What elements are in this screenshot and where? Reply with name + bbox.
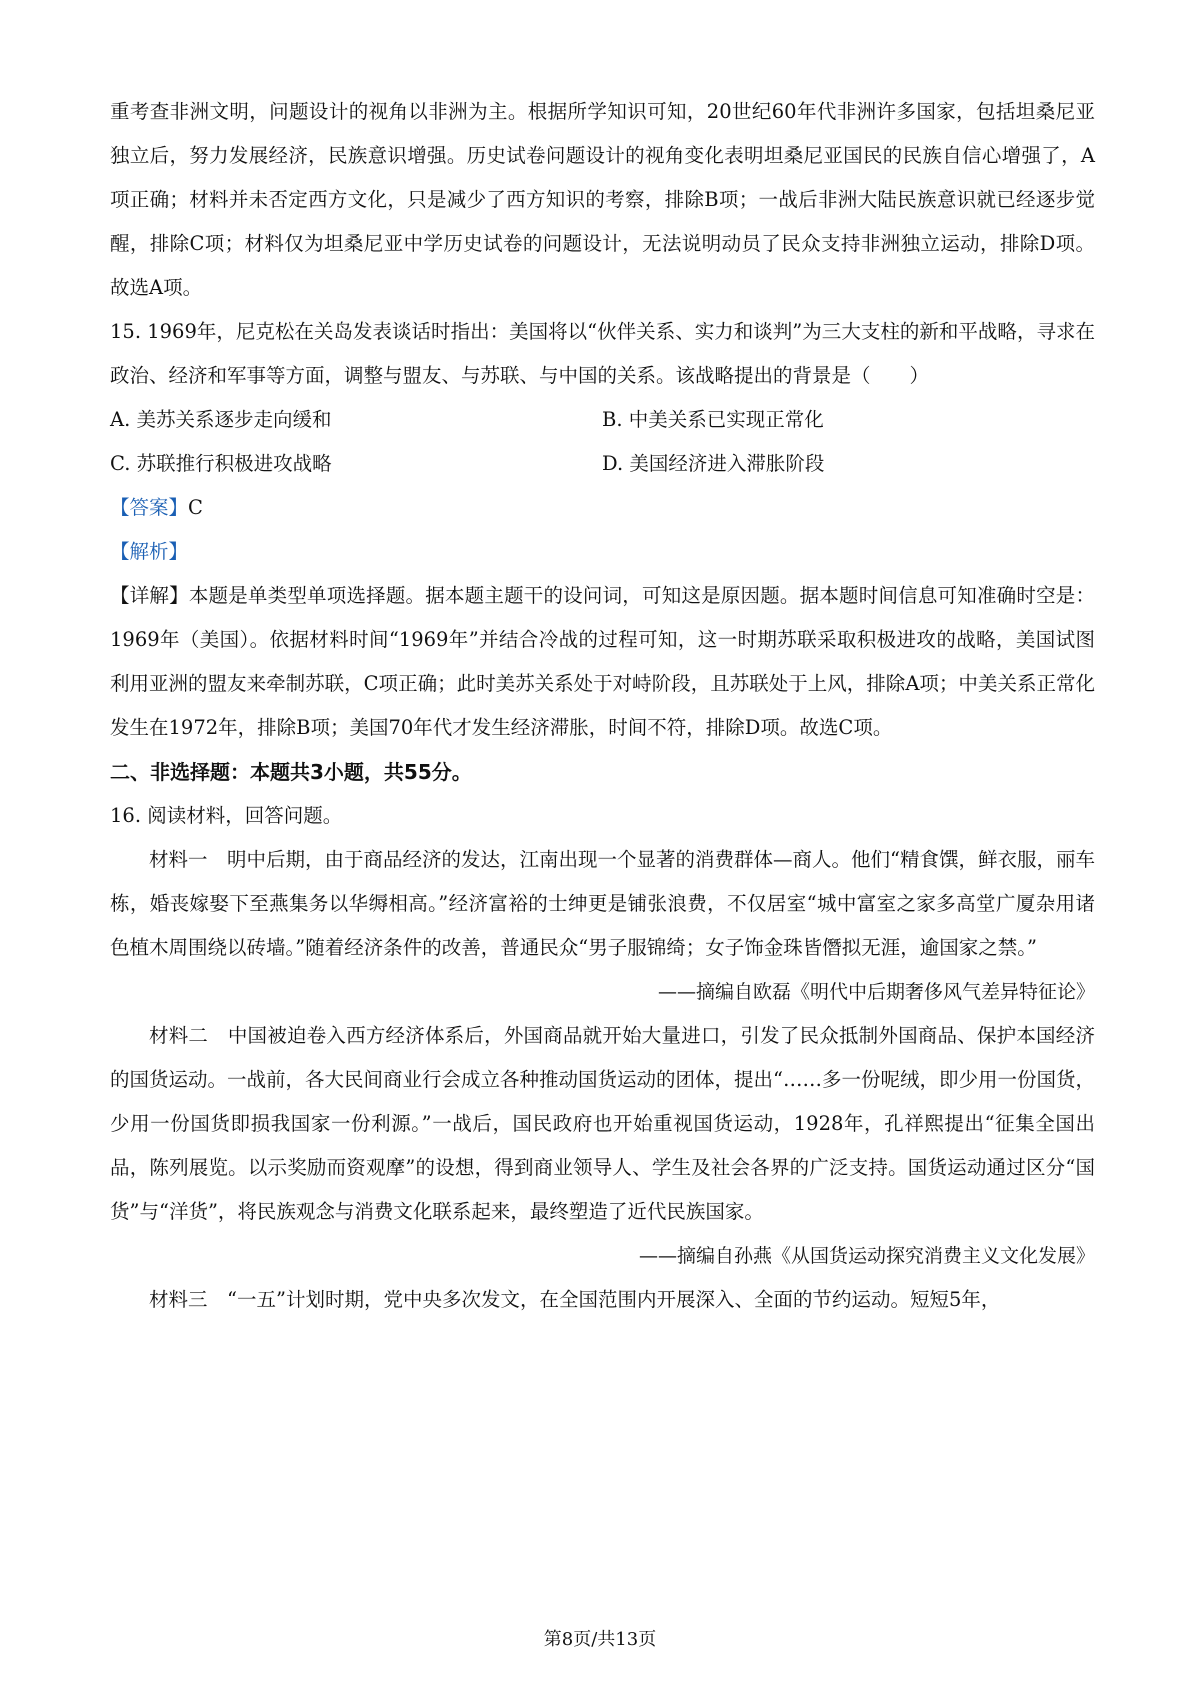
q15-analysis-label: 【解析】 (110, 540, 189, 563)
q15-detail: 【详解】本题是单类型单项选择题。据本题主题干的设问词，可知这是原因题。据本题时间信息可知准确时空是：1969年（美国）。依据材料时间“1969年”并结合冷战的过程可知，这一时期苏联采取积极进攻的战略，美国试图利用亚洲的盟友来牵制苏联，C项正确；此时美苏关系处于对峙阶段，且苏联处于上风，排除A项；中美关系正常化发生在1972年，排除B项；美国70年代才发生经济滞胀，时间不符，排除D项。故选C项。 (110, 584, 1095, 739)
answer-value: C (188, 496, 203, 519)
q16-source-2: ——摘编自孙燕《从国货运动探究消费主义文化发展》 (638, 1245, 1095, 1267)
section-2-title: 二、非选择题：本题共3小题，共55分。 (110, 760, 472, 784)
q15-option-a: A. 美苏关系逐步走向缓和 (110, 408, 332, 431)
q16-source-1: ——摘编自欧磊《明代中后期奢侈风气差异特征论》 (657, 981, 1095, 1003)
q15-answer (110, 486, 1095, 530)
q16-material-1: 材料一 明中后期，由于商品经济的发达，江南出现一个显著的消费群体—商人。他们“精食馔，鲜衣服，丽车栋，婚丧嫁娶下至燕集务以华缛相高。”经济富裕的士绅更是铺张浪费，不仅居室“城中富室之家多高堂广厦杂用诸色植木周围绕以砖墙。”随着经济条件的改善，普通民众“男子服锦绮；女子饰金珠皆僭拟无涯，逾国家之禁。” (110, 848, 1095, 959)
document-page (110, 90, 1095, 1322)
q15-options (110, 398, 1095, 486)
q15-option-d: D. 美国经济进入滞胀阶段 (602, 452, 825, 475)
q15-option-c: C. 苏联推行积极进攻战略 (110, 452, 332, 475)
q15-option-b: B. 中美关系已实现正常化 (602, 408, 824, 431)
page-footer: 第8页/共13页 (543, 1629, 657, 1650)
answer-label: 【答案】 (110, 496, 189, 519)
q16-material-3: 材料三 “一五”计划时期，党中央多次发文，在全国范围内开展深入、全面的节约运动。短短5年， (149, 1288, 1001, 1311)
q16-material-2: 材料二 中国被迫卷入西方经济体系后，外国商品就开始大量进口，引发了民众抵制外国商品、保护本国经济的国货运动。一战前，各大民间商业行会成立各种推动国货运动的团体，提出“……多一份呢绒，即少用一份国货，少用一份国货即损我国家一份利源。”一战后，国民政府也开始重视国货运动，1928年，孔祥熙提出“征集全国出品，陈列展览。以示奖励而资观摩”的设想，得到商业领导人、学生及社会各界的广泛支持。国货运动通过区分“国货”与“洋货”，将民族观念与消费文化联系起来，最终塑造了近代民族国家。 (110, 1024, 1095, 1223)
q15-stem: 15. 1969年，尼克松在关岛发表谈话时指出：美国将以“伙伴关系、实力和谈判”为三大支柱的新和平战略，寻求在政治、经济和军事等方面，调整与盟友、与苏联、与中国的关系。该战略提出的背景是（ ） (110, 320, 1095, 387)
q14-analysis-continuation: 重考查非洲文明，问题设计的视角以非洲为主。根据所学知识可知，20世纪60年代非洲许多国家，包括坦桑尼亚独立后，努力发展经济，民族意识增强。历史试卷问题设计的视角变化表明坦桑尼亚国民的民族自信心增强了，A项正确；材料并未否定西方文化，只是减少了西方知识的考察，排除B项；一战后非洲大陆民族意识就已经逐步觉醒，排除C项；材料仅为坦桑尼亚中学历史试卷的问题设计，无法说明动员了民众支持非洲独立运动，排除D项。故选A项。 (110, 100, 1095, 299)
q16-stem: 16. 阅读材料，回答问题。 (110, 804, 343, 827)
